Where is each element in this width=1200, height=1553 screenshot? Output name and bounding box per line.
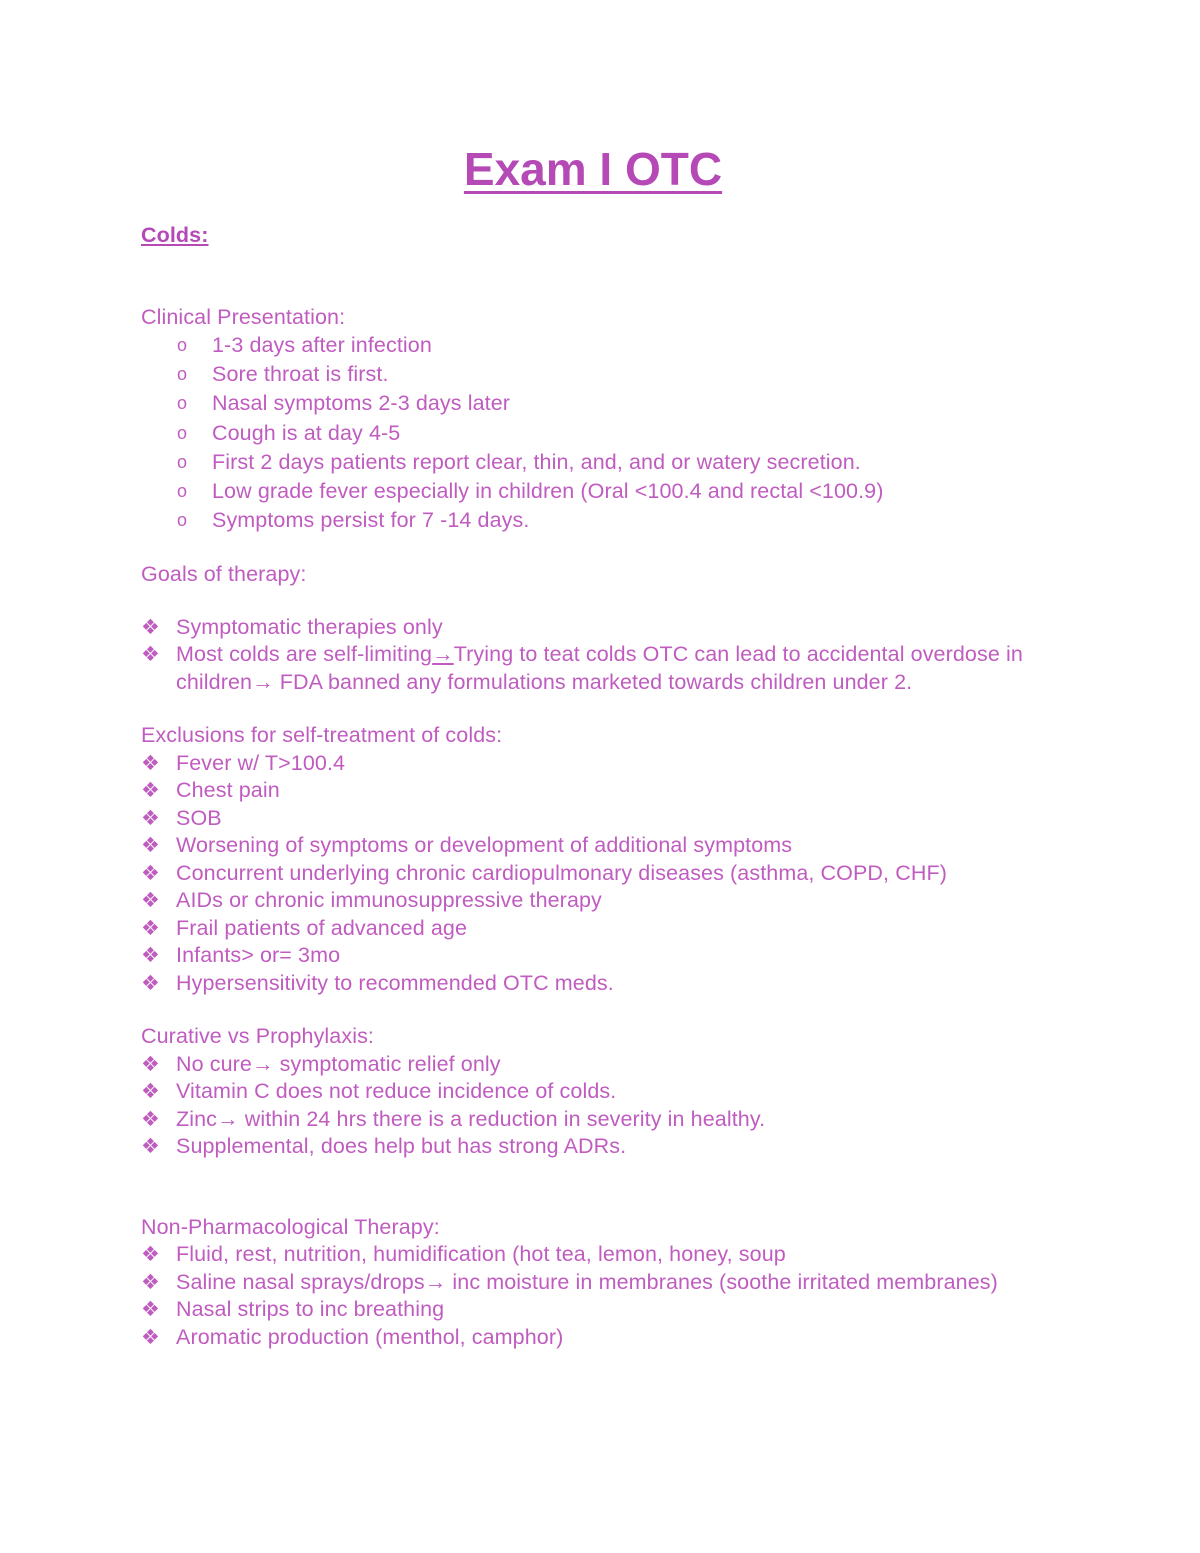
document-body: [141, 222, 1041, 1351]
list-item: [141, 448, 1041, 477]
list-item-text: Cough is at day 4-5: [212, 420, 401, 445]
exclusions-list: [141, 750, 1041, 998]
list-item: [141, 887, 1041, 915]
section-title: Colds:: [141, 223, 209, 247]
list-item-text: Worsening of symptoms or development of additional symptoms: [176, 833, 793, 858]
clinical-section: [141, 304, 1041, 536]
curative-section: [141, 1023, 1041, 1161]
list-item: [141, 419, 1041, 448]
curative-list: [141, 1051, 1041, 1161]
list-item: [141, 1106, 1041, 1134]
list-item: [141, 750, 1041, 778]
list-item: [141, 1324, 1041, 1352]
list-item-text: Aromatic production (menthol, camphor): [176, 1324, 564, 1349]
list-item: [141, 1078, 1041, 1106]
list-item: [141, 805, 1041, 833]
list-item: [141, 942, 1041, 970]
list-item-text: Saline nasal sprays/drops: [176, 1269, 425, 1294]
list-item-text: FDA banned any formulations marketed towards children under 2.: [273, 669, 913, 694]
list-item-text: Concurrent underlying chronic cardiopulmonary diseases (asthma, COPD, CHF): [176, 860, 947, 885]
list-item-text: Infants> or= 3mo: [176, 943, 341, 968]
list-item-text: Most colds are self-limiting: [176, 642, 433, 667]
page-title-text: Exam I OTC: [463, 143, 723, 195]
curative-heading: Curative vs Prophylaxis:: [141, 1024, 375, 1049]
list-item: [141, 477, 1041, 506]
goals-section: [141, 561, 1041, 696]
diamond-bullet-icon: ❖: [141, 1325, 160, 1349]
nonpharm-list: [141, 1241, 1041, 1351]
list-item: [141, 1296, 1041, 1324]
page-title: [0, 140, 1200, 198]
diamond-bullet-icon: ❖: [141, 1243, 160, 1267]
circle-bullet-icon: o: [177, 481, 188, 502]
diamond-bullet-icon: ❖: [141, 1052, 160, 1076]
list-item-text: No cure: [176, 1051, 252, 1076]
circle-bullet-icon: o: [177, 364, 188, 385]
list-item-text: Low grade fever especially in children (Oral <100.4 and rectal <100.9): [212, 479, 884, 504]
list-item-text: Hypersensitivity to recommended OTC meds.: [176, 970, 614, 995]
list-item: [141, 1269, 1041, 1297]
circle-bullet-icon: o: [177, 510, 188, 531]
circle-bullet-icon: o: [177, 422, 188, 443]
diamond-bullet-icon: ❖: [141, 643, 160, 667]
list-item: [141, 777, 1041, 805]
list-item-text: symptomatic relief only: [273, 1051, 501, 1076]
list-item: [141, 915, 1041, 943]
circle-bullet-icon: o: [177, 393, 188, 414]
diamond-bullet-icon: ❖: [141, 971, 160, 995]
list-item-text: Fluid, rest, nutrition, humidification (hot tea, lemon, honey, soup: [176, 1242, 786, 1267]
list-item: [141, 860, 1041, 888]
list-item-text: First 2 days patients report clear, thin, and, and or watery secretion.: [212, 449, 861, 474]
list-item-text: Zinc: [176, 1106, 218, 1131]
diamond-bullet-icon: ❖: [141, 834, 160, 858]
circle-bullet-icon: o: [177, 451, 188, 472]
list-item-text: Nasal strips to inc breathing: [176, 1297, 445, 1322]
diamond-bullet-icon: ❖: [141, 1080, 160, 1104]
list-item-text: Chest pain: [176, 778, 280, 803]
list-item-text: Vitamin C does not reduce incidence of colds.: [176, 1079, 617, 1104]
list-item: [141, 641, 1041, 696]
diamond-bullet-icon: ❖: [141, 1135, 160, 1159]
diamond-bullet-icon: ❖: [141, 916, 160, 940]
list-item: [141, 614, 1041, 642]
list-item-text: Symptomatic therapies only: [176, 614, 443, 639]
list-item-text: inc moisture in membranes (soothe irritated membranes): [446, 1269, 998, 1294]
arrow-right-icon: →: [424, 1269, 447, 1294]
arrow-right-icon: →: [252, 669, 274, 694]
arrow-right-icon: →: [251, 1051, 274, 1076]
nonpharm-section: [141, 1214, 1041, 1352]
arrow-right-icon: →: [217, 1106, 239, 1131]
list-item: [141, 389, 1041, 418]
list-item: [141, 506, 1041, 535]
diamond-bullet-icon: ❖: [141, 1298, 160, 1322]
list-item-text: Nasal symptoms 2-3 days later: [212, 391, 511, 416]
list-item: [141, 832, 1041, 860]
list-item: [141, 1051, 1041, 1079]
list-item: [141, 331, 1041, 360]
arrow-right-icon: →: [432, 642, 454, 667]
list-item-text: SOB: [176, 805, 222, 830]
circle-bullet-icon: o: [177, 335, 188, 355]
diamond-bullet-icon: ❖: [141, 889, 160, 913]
list-item-text: AIDs or chronic immunosuppressive therapy: [176, 888, 602, 913]
diamond-bullet-icon: ❖: [141, 751, 160, 775]
diamond-bullet-icon: ❖: [141, 1270, 160, 1294]
list-item-text: Supplemental, does help but has strong ADRs.: [176, 1134, 627, 1159]
diamond-bullet-icon: ❖: [141, 944, 160, 968]
nonpharm-heading: Non-Pharmacological Therapy:: [141, 1214, 440, 1239]
exclusions-section: [141, 722, 1041, 997]
list-item: [141, 970, 1041, 998]
diamond-bullet-icon: ❖: [141, 1107, 160, 1131]
list-item: [141, 1133, 1041, 1161]
clinical-heading: Clinical Presentation:: [141, 304, 346, 329]
exclusions-heading: Exclusions for self-treatment of colds:: [141, 723, 503, 748]
list-item: [141, 1241, 1041, 1269]
diamond-bullet-icon: ❖: [141, 615, 160, 639]
goals-heading: Goals of therapy:: [141, 562, 307, 587]
diamond-bullet-icon: ❖: [141, 861, 160, 885]
goals-list: [141, 614, 1041, 697]
list-item-text: Sore throat is first.: [212, 362, 389, 387]
diamond-bullet-icon: ❖: [141, 806, 160, 830]
list-item-text: Symptoms persist for 7 -14 days.: [212, 508, 530, 533]
diamond-bullet-icon: ❖: [141, 779, 160, 803]
list-item-text: 1-3 days after infection: [212, 333, 432, 357]
list-item-text: Trying to teat colds OTC can lead to accidental overdose in children: [176, 642, 1023, 694]
list-item-text: Frail patients of advanced age: [176, 915, 468, 940]
list-item: [141, 360, 1041, 389]
list-item-text: within 24 hrs there is a reduction in severity in healthy.: [238, 1106, 766, 1131]
list-item-text: Fever w/ T>100.4: [176, 750, 346, 775]
clinical-list: [141, 331, 1041, 535]
